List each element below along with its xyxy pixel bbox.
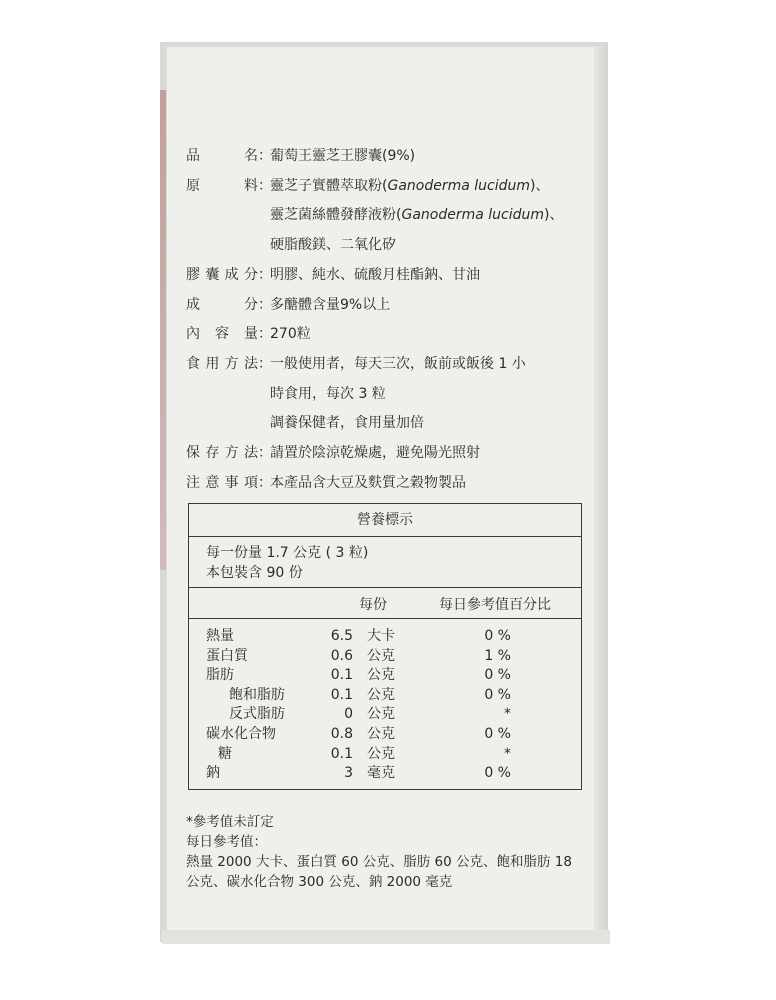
info-value: 靈芝菌絲體發酵液粉(Ganoderma lucidum)、 <box>270 207 564 224</box>
nutrition-row <box>189 725 581 745</box>
nutrition-row <box>189 745 581 765</box>
nutrient-unit: 大卡 <box>367 628 395 644</box>
info-row <box>186 172 606 202</box>
nutrient-unit: 公克 <box>367 725 395 742</box>
info-row <box>186 142 606 172</box>
nutrient-value: 0.6 <box>330 647 353 664</box>
nutrient-unit: 公克 <box>367 647 395 664</box>
nutrition-title: 營養標示 <box>189 504 581 537</box>
serving-size: 每一份量 1.7 公克 ( 3 粒) <box>206 545 369 561</box>
nutrient-unit: 毫克 <box>367 765 395 782</box>
nutrient-daily-pct: 0 % <box>484 765 511 782</box>
note-daily-ref-line1: 熱量 2000 大卡、蛋白質 60 公克、脂肪 60 公克、飽和脂肪 18 <box>186 854 572 870</box>
note-daily-ref-title: 每日參考值： <box>186 834 267 850</box>
nutrient-value: 3 <box>344 765 353 782</box>
info-colon: ： <box>258 148 272 164</box>
info-value: 時食用，每次 3 粒 <box>270 385 386 402</box>
nutrition-header <box>189 588 581 619</box>
info-colon <box>258 380 270 410</box>
nutrition-row <box>189 764 581 784</box>
info-colon: ： <box>258 474 272 491</box>
col-per-serving: 每份 <box>359 597 387 613</box>
info-row <box>186 439 606 469</box>
nutrient-unit: 公克 <box>367 686 395 703</box>
info-label: 成 分 <box>186 296 258 313</box>
nutrition-table <box>188 503 582 790</box>
info-label: 食 用 方 法 <box>186 355 258 372</box>
info-colon: ： <box>258 445 272 462</box>
info-label: 注 意 事 項 <box>186 474 258 491</box>
info-label <box>186 380 258 410</box>
info-value: 葡萄王靈芝王膠囊(9%) <box>270 148 416 164</box>
nutrient-value: 0 <box>344 706 353 723</box>
product-info <box>186 142 606 498</box>
nutrient-daily-pct: 0 % <box>484 628 511 644</box>
info-colon: ： <box>258 177 272 194</box>
info-value: 270粒 <box>270 326 311 343</box>
info-row <box>186 201 606 231</box>
nutrition-row <box>189 647 581 667</box>
info-colon: ： <box>258 355 272 372</box>
nutrient-name: 鈉 <box>206 765 220 782</box>
info-value: 靈芝子實體萃取粉(Ganoderma lucidum)、 <box>270 177 550 194</box>
nutrition-row <box>189 686 581 706</box>
info-colon: ： <box>258 296 272 313</box>
note-daily-ref-line2: 公克、碳水化合物 300 公克、鈉 2000 毫克 <box>186 874 453 890</box>
info-row <box>186 320 606 350</box>
info-row <box>186 350 606 380</box>
note-undefined: *參考值未訂定 <box>186 814 274 830</box>
nutrient-daily-pct: 1 % <box>484 647 511 664</box>
info-colon: ： <box>258 266 272 283</box>
info-label: 保 存 方 法 <box>186 445 258 462</box>
nutrient-unit: 公克 <box>367 706 395 723</box>
nutrition-rows <box>189 619 581 784</box>
info-label: 品 名 <box>186 148 258 164</box>
info-value: 多醣體含量9%以上 <box>270 296 391 313</box>
info-value: 硬脂酸鎂、二氧化矽 <box>270 237 396 254</box>
info-label <box>186 231 258 261</box>
nutrient-unit: 公克 <box>367 667 395 684</box>
notes <box>186 812 572 892</box>
nutrition-row <box>189 705 581 725</box>
info-row <box>186 409 606 439</box>
info-row <box>186 261 606 291</box>
nutrient-daily-pct: * <box>504 706 511 723</box>
nutrient-value: 6.5 <box>330 628 353 644</box>
nutrient-name: 反式脂肪 <box>229 706 285 723</box>
nutrient-name: 熱量 <box>206 628 234 644</box>
nutrient-name: 碳水化合物 <box>206 725 276 742</box>
nutrient-daily-pct: 0 % <box>484 725 511 742</box>
nutrition-row <box>189 627 581 647</box>
info-row <box>186 291 606 321</box>
nutrient-daily-pct: 0 % <box>484 686 511 703</box>
panel-bottom-flap <box>162 930 610 944</box>
nutrient-value: 0.8 <box>330 725 353 742</box>
nutrient-name: 脂肪 <box>206 667 234 684</box>
nutrient-name: 糖 <box>218 745 232 762</box>
nutrient-name: 飽和脂肪 <box>229 686 285 703</box>
info-value: 請置於陰涼乾燥處，避免陽光照射 <box>270 445 480 462</box>
servings-per-package: 本包裝含 90 份 <box>206 565 303 581</box>
info-colon <box>258 231 270 261</box>
info-row <box>186 231 606 261</box>
info-value: 明膠、純水、硫酸月桂酯鈉、甘油 <box>270 266 480 283</box>
info-label: 膠 囊 成 分 <box>186 266 258 283</box>
info-row <box>186 380 606 410</box>
nutrient-value: 0.1 <box>330 745 353 762</box>
info-label: 原 料 <box>186 177 258 194</box>
info-label: 內 容 量 <box>186 326 258 343</box>
nutrient-daily-pct: 0 % <box>484 667 511 684</box>
info-colon <box>258 409 270 439</box>
nutrient-value: 0.1 <box>330 667 353 684</box>
info-value: 本產品含大豆及麩質之穀物製品 <box>270 474 466 491</box>
nutrient-value: 0.1 <box>330 686 353 703</box>
nutrition-row <box>189 666 581 686</box>
col-daily-pct: 每日參考值百分比 <box>439 597 551 613</box>
nutrient-name: 蛋白質 <box>206 647 248 664</box>
info-row <box>186 469 606 499</box>
nutrient-daily-pct: * <box>504 745 511 762</box>
info-label <box>186 201 258 231</box>
info-colon <box>258 201 270 231</box>
nutrition-serving <box>189 537 581 588</box>
info-value: 一般使用者，每天三次，飯前或飯後 1 小 <box>270 355 526 372</box>
info-label <box>186 409 258 439</box>
info-colon: ： <box>258 326 272 343</box>
nutrient-unit: 公克 <box>367 745 395 762</box>
info-value: 調養保健者，食用量加倍 <box>270 415 424 432</box>
